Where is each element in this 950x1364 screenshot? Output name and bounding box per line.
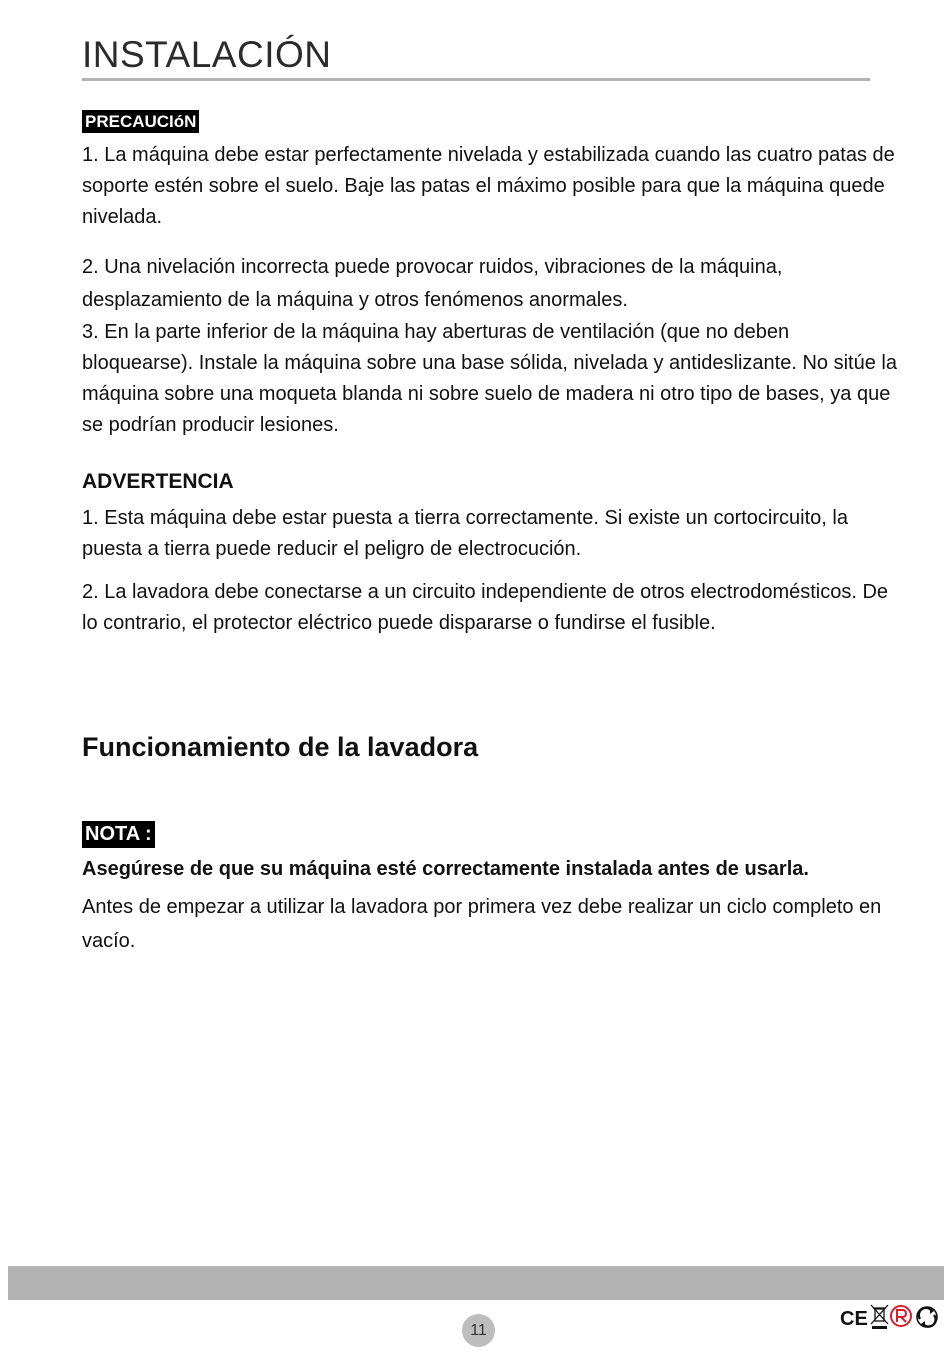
ce-mark-icon bbox=[840, 1308, 868, 1330]
nota-bold-text: Asegúrese de que su máquina esté correctamente instalada antes de usarla. bbox=[82, 858, 809, 880]
footer-bar bbox=[8, 1266, 944, 1300]
funcionamiento-heading: Funcionamiento de la lavadora bbox=[82, 732, 479, 762]
advertencia-item-1: 1. Esta máquina debe estar puesta a tierra correctamente. Si existe un cortocircuito, la puesta a tierra puede reducir el peligro de electrocución. bbox=[82, 507, 848, 560]
precaucion-item-1: 1. La máquina debe estar perfectamente nivelada y estabilizada cuando las cuatro patas de soporte estén sobre el suelo. Baje las patas el máximo posible para que la máquina quede nivelada. bbox=[82, 144, 895, 228]
weee-bin-icon bbox=[871, 1305, 888, 1329]
advertencia-heading: ADVERTENCIA bbox=[82, 470, 234, 493]
precaucion-item-3: 3. En la parte inferior de la máquina hay aberturas de ventilación (que no deben bloquearse). Instale la máquina sobre una base sólida, nivelada y antideslizante. No sitúe la máquina sobre una moqueta blanda ni sobre suelo de madera ni otro tipo de bases, ya que se podrían producir lesiones. bbox=[82, 321, 897, 436]
svg-text:CE: CE bbox=[840, 1308, 868, 1330]
advertencia-item-2: 2. La lavadora debe conectarse a un circuito independiente de otros electrodomésticos. De lo contrario, el protector eléctrico puede dispararse o fundirse el fusible. bbox=[82, 581, 889, 634]
page-title: INSTALACIÓN bbox=[82, 34, 332, 75]
nota-body-text: Antes de empezar a utilizar la lavadora por primera vez debe realizar un ciclo completo en vacío. bbox=[82, 896, 882, 952]
precaucion-item-2: 2. Una nivelación incorrecta puede provocar ruidos, vibraciones de la máquina, desplazamiento de la máquina y otros fenómenos anormales. bbox=[82, 256, 783, 311]
title-rule bbox=[82, 78, 870, 81]
nota-label: NOTA : bbox=[82, 821, 155, 848]
recycle-r-icon bbox=[891, 1306, 911, 1326]
precaucion-label: PRECAUCIóN bbox=[82, 110, 199, 133]
page-number: 11 bbox=[462, 1314, 495, 1347]
certification-marks bbox=[840, 1303, 940, 1331]
recycle-arrows-icon bbox=[917, 1307, 937, 1327]
